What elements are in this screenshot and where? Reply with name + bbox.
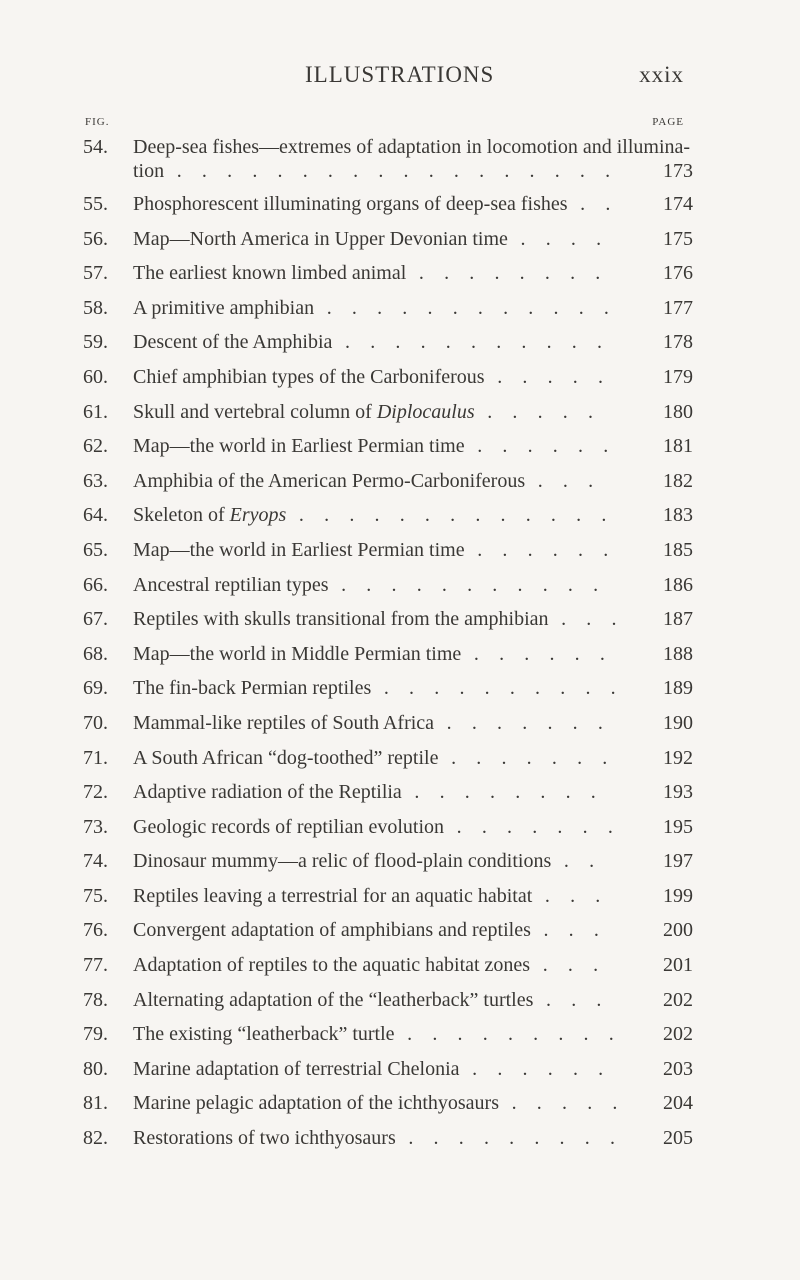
entry-title xyxy=(133,1128,623,1148)
page-reference: 176 xyxy=(663,262,693,285)
page-reference: 179 xyxy=(663,365,693,388)
figure-number: 75. xyxy=(83,884,108,907)
dot-leader: . . . . . . . . xyxy=(401,781,604,804)
column-labels xyxy=(0,116,800,132)
dot-leader: . . . . . . . . . . xyxy=(371,677,624,700)
page-reference: 190 xyxy=(663,711,693,734)
entry-title xyxy=(133,644,612,664)
entry-title-text: Mammal-like reptiles of South Africa xyxy=(133,711,435,734)
entry-title-text: Adaptation of reptiles to the aquatic habitat zones xyxy=(133,954,531,977)
entry-title-text: Convergent adaptation of amphibians and reptiles xyxy=(133,919,531,942)
list-item xyxy=(0,499,800,534)
page-reference: 177 xyxy=(663,296,693,319)
figure-number: 54. xyxy=(83,136,108,158)
entry-title-text: Ancestral reptilian types xyxy=(133,573,329,596)
entry-title xyxy=(133,436,616,456)
list-item xyxy=(0,131,800,188)
entry-title xyxy=(133,990,609,1010)
page-reference: 203 xyxy=(663,1057,693,1080)
entry-title-italic: Diplocaulus xyxy=(376,400,475,423)
dot-leader: . . . . . . . . xyxy=(406,262,608,285)
list-item xyxy=(0,707,800,742)
dot-leader: . . . xyxy=(530,919,607,942)
page-reference: 197 xyxy=(663,850,693,873)
entry-title xyxy=(133,332,610,352)
list-item xyxy=(0,914,800,949)
figure-number: 80. xyxy=(83,1057,108,1080)
entry-title-text: Adaptive radiation of the Reptilia xyxy=(133,781,402,804)
entry-title-text: Reptiles with skulls transitional from the amphibian xyxy=(133,608,549,631)
entry-title xyxy=(133,678,623,698)
figure-number: 78. xyxy=(83,988,108,1011)
dot-leader: . . . xyxy=(525,469,601,492)
figure-number: 68. xyxy=(83,642,108,665)
dot-leader: . . . . . . xyxy=(464,435,616,458)
figure-number: 63. xyxy=(83,469,108,492)
list-item xyxy=(0,534,800,569)
entry-title-text: The fin-back Permian reptiles xyxy=(133,677,372,700)
entry-title-text: Amphibia of the American Permo-Carboniferous xyxy=(133,469,526,492)
page-reference: 180 xyxy=(663,400,693,423)
list-item xyxy=(0,949,800,984)
list-item xyxy=(0,1018,800,1053)
page-reference: 200 xyxy=(663,919,693,942)
page-reference: 186 xyxy=(663,573,693,596)
list-item xyxy=(0,845,800,880)
entry-title xyxy=(133,713,610,733)
page-reference: 202 xyxy=(663,1023,693,1046)
list-item xyxy=(0,742,800,777)
dot-leader: . . . . . . . . . . . . . xyxy=(286,504,614,527)
figure-number: 58. xyxy=(83,296,108,319)
list-item xyxy=(0,465,800,500)
figure-number: 59. xyxy=(83,331,108,354)
page-reference: 195 xyxy=(663,815,693,838)
dot-leader: . . . . . . . . . xyxy=(394,1023,622,1046)
list-item xyxy=(0,984,800,1019)
entry-title xyxy=(133,817,620,837)
dot-leader: . . . . . . . xyxy=(434,711,611,734)
page-reference: 182 xyxy=(663,469,693,492)
list-item xyxy=(0,1053,800,1088)
figure-number: 64. xyxy=(83,504,108,527)
entry-title-continuation xyxy=(133,161,618,181)
page-reference: 205 xyxy=(663,1127,693,1150)
entry-title-text: tion xyxy=(133,160,165,182)
page-reference: 193 xyxy=(663,781,693,804)
page-reference: 178 xyxy=(663,331,693,354)
list-item xyxy=(0,603,800,638)
running-title: ILLUSTRATIONS xyxy=(305,62,495,87)
entry-title xyxy=(133,194,618,214)
entry-title-text: Restorations of two ichthyosaurs xyxy=(133,1127,396,1150)
list-item xyxy=(0,776,800,811)
entry-title-text: The existing “leatherback” turtle xyxy=(133,1023,395,1046)
dot-leader: . . xyxy=(551,850,602,873)
list-item xyxy=(0,811,800,846)
page-reference: 189 xyxy=(663,677,693,700)
entry-title-text: Phosphorescent illuminating organs of deep-sea fishes xyxy=(133,193,568,215)
entry-title-text: A South African “dog-toothed” reptile xyxy=(133,746,439,769)
page-column-label: PAGE xyxy=(652,116,684,128)
entry-title-text: Map—the world in Earliest Permian time xyxy=(133,435,465,458)
list-item xyxy=(0,292,800,327)
figure-number: 67. xyxy=(83,608,108,631)
page-reference: 199 xyxy=(663,884,693,907)
list-item xyxy=(0,223,800,258)
entry-title xyxy=(133,575,606,595)
entry-title xyxy=(133,471,601,491)
page-reference: 174 xyxy=(663,193,693,215)
list-item xyxy=(0,1122,800,1157)
dot-leader: . . . . . . . . . . . xyxy=(328,573,606,596)
dot-leader: . . . xyxy=(530,954,606,977)
list-item xyxy=(0,188,800,223)
entry-title xyxy=(133,1024,621,1044)
dot-leader: . . xyxy=(567,193,618,215)
dot-leader: . . . . . . xyxy=(459,1057,611,1080)
list-item xyxy=(0,880,800,915)
entry-title xyxy=(133,367,611,387)
entry-title xyxy=(133,920,606,940)
dot-leader: . . . . . xyxy=(474,400,601,423)
entry-title-text: Geologic records of reptilian evolution xyxy=(133,815,445,838)
page-reference: 192 xyxy=(663,746,693,769)
entry-title xyxy=(133,402,601,422)
page-reference: 201 xyxy=(663,954,693,977)
page-reference: 202 xyxy=(663,988,693,1011)
figure-number: 73. xyxy=(83,815,108,838)
figure-number: 60. xyxy=(83,365,108,388)
list-item xyxy=(0,430,800,465)
dot-leader: . . . xyxy=(548,608,625,631)
list-item xyxy=(0,396,800,431)
list-item xyxy=(0,1087,800,1122)
entry-title xyxy=(133,609,624,629)
figure-number: 70. xyxy=(83,711,108,734)
list-item xyxy=(0,638,800,673)
page-reference: 181 xyxy=(663,435,693,458)
figure-number: 82. xyxy=(83,1127,108,1150)
entry-title xyxy=(133,955,606,975)
fig-column-label: FIG. xyxy=(85,116,110,128)
dot-leader: . . . . . . xyxy=(461,642,613,665)
entry-title xyxy=(133,505,614,525)
dot-leader: . . . . . . . xyxy=(444,815,621,838)
entry-title-text: Marine pelagic adaptation of the ichthyosaurs xyxy=(133,1092,499,1115)
figure-number: 61. xyxy=(83,400,108,423)
entry-title-text: Skeleton of xyxy=(133,504,230,527)
entry-title-text: Map—the world in Middle Permian time xyxy=(133,642,462,665)
figure-number: 56. xyxy=(83,227,108,250)
entry-title xyxy=(133,229,609,249)
figure-number: 81. xyxy=(83,1092,108,1115)
dot-leader: . . . . . xyxy=(499,1092,625,1115)
entry-title xyxy=(133,298,617,318)
illustrations-list xyxy=(0,131,800,1157)
entry-title-text: Deep-sea fishes—extremes of adaptation in locomotion and illumina- xyxy=(133,136,691,158)
entry-title xyxy=(133,263,608,283)
figure-number: 79. xyxy=(83,1023,108,1046)
entry-title-text: Skull and vertebral column of xyxy=(133,400,377,423)
page-reference: 183 xyxy=(663,504,693,527)
page-number: xxix xyxy=(639,62,684,87)
figure-number: 65. xyxy=(83,538,108,561)
dot-leader: . . . . . . . . . xyxy=(395,1127,623,1150)
page-reference: 175 xyxy=(663,227,693,250)
dot-leader xyxy=(164,160,618,182)
dot-leader: . . . . . . . . . . . xyxy=(332,331,610,354)
figure-number: 66. xyxy=(83,573,108,596)
entry-title-text: Marine adaptation of terrestrial Chelonia xyxy=(133,1057,460,1080)
page-reference: 185 xyxy=(663,538,693,561)
entry-title xyxy=(133,782,603,802)
entry-title xyxy=(133,851,602,871)
list-item xyxy=(0,257,800,292)
entry-title xyxy=(133,137,690,157)
entry-title xyxy=(133,886,608,906)
dot-leader: . . . . . . xyxy=(464,538,616,561)
figure-number: 55. xyxy=(83,193,108,215)
dot-leader: . . . xyxy=(532,884,608,907)
page-reference: 173 xyxy=(663,160,693,182)
entry-title-text: Descent of the Amphibia xyxy=(133,331,333,354)
figure-number: 76. xyxy=(83,919,108,942)
figure-number: 57. xyxy=(83,262,108,285)
entry-title-text: Map—North America in Upper Devonian time xyxy=(133,227,508,250)
figure-number: 74. xyxy=(83,850,108,873)
running-head xyxy=(0,62,800,92)
dot-leader: . . . . xyxy=(507,227,609,250)
figure-number: 71. xyxy=(83,746,108,769)
list-item xyxy=(0,569,800,604)
dot-leader: . . . . . xyxy=(484,365,611,388)
entry-title-text: Chief amphibian types of the Carboniferous xyxy=(133,365,485,388)
dot-leader: . . . . . . . xyxy=(438,746,615,769)
entry-title-italic: Eryops xyxy=(229,504,287,527)
entry-title-text: Reptiles leaving a terrestrial for an aquatic habitat xyxy=(133,884,533,907)
entry-title xyxy=(133,1093,625,1113)
list-item xyxy=(0,326,800,361)
page-reference: 204 xyxy=(663,1092,693,1115)
dot-leader: . . . . . . . . . . . . xyxy=(314,296,617,319)
figure-number: 69. xyxy=(83,677,108,700)
page-reference: 188 xyxy=(663,642,693,665)
entry-title-text: The earliest known limbed animal xyxy=(133,262,407,285)
list-item xyxy=(0,361,800,396)
entry-title xyxy=(133,1059,611,1079)
figure-number: 77. xyxy=(83,954,108,977)
figure-number: 72. xyxy=(83,781,108,804)
entry-title xyxy=(133,748,615,768)
entry-title-text: Dinosaur mummy—a relic of flood-plain conditions xyxy=(133,850,552,873)
entry-title xyxy=(133,540,616,560)
entry-title-text: Map—the world in Earliest Permian time xyxy=(133,538,465,561)
entry-title-text: Alternating adaptation of the “leatherback” turtles xyxy=(133,988,534,1011)
dot-leader: . . . xyxy=(533,988,609,1011)
entry-title-text: A primitive amphibian xyxy=(133,296,315,319)
figure-number: 62. xyxy=(83,435,108,458)
dot-leader-dots: . . . . . . . . . . . . . . . . . . xyxy=(176,160,618,182)
page-reference: 187 xyxy=(663,608,693,631)
list-item xyxy=(0,672,800,707)
